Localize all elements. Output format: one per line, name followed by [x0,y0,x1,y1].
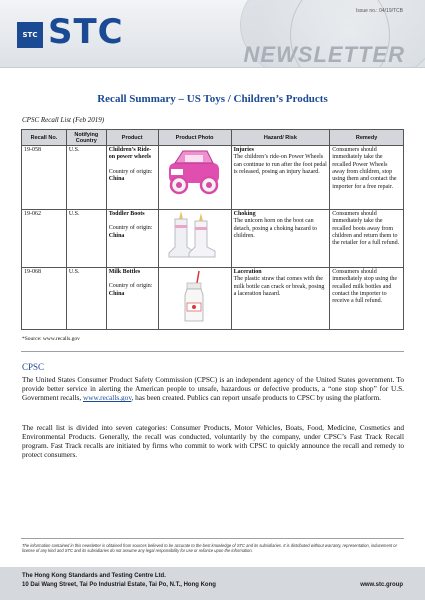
hazard-text: The unicorn horn on the boot can detach, posing a choking hazard to children. [233,218,317,239]
page-footer [0,567,425,600]
origin-value: China [108,175,125,182]
hazard-cell [231,146,330,210]
source-note: *Source: www.recalls.gov [22,336,80,342]
logo-mark: STC [22,31,38,39]
hazard-text: The children’s ride-on Power Wheels can continue to run after the foot pedal is released, posing an injury hazard. [233,154,327,175]
origin-value: China [108,290,125,297]
hazard-text: The plastic straw that comes with the milk bottle can crack or break, posing a laceration hazard. [233,276,325,297]
recalls-gov-link[interactable]: www.recalls.gov [83,393,132,403]
remedy-cell: Consumers should immediately take the recalled Power Wheels away from children, stop using them and contact the importer for a free repair. [330,146,404,210]
footer-website: www.stc.group [360,582,403,588]
recall-no-cell: 19-068 [22,268,67,330]
col-header-remedy: Remedy [330,130,404,146]
table-header-row [22,130,404,146]
col-header-recall-no: Recall No. [22,130,67,146]
cpsc-paragraph-2: The recall list is divided into seven categories: Consumer Products, Motor Vehicles, Boats, Food, Medicine, Cosmetics and Environmental Products. Generally, the recall was conducted, voluntarily by the company, under CPSC’s Fast Track Recall program. Fast Track recalls are initiated by firms who commit to work with CPSC to quickly announce the recall and remedy to protect consumers. [22,423,404,460]
logo-text: STC [48,12,124,52]
cpsc-paragraph-1 [22,375,404,402]
col-header-hazard: Hazard/ Risk [231,130,330,146]
milk-bottle-photo [161,269,229,325]
hazard-title: Laceration [233,269,262,275]
product-photo-cell [158,268,231,330]
table-row [22,268,404,330]
issue-number: Issue no.: 04/19/TCB [356,8,403,14]
hazard-title: Choking [233,211,256,217]
country-cell: U.S. [66,268,106,330]
newsletter-header [0,0,425,68]
table-row [22,146,404,210]
product-name: Milk Bottles [108,269,141,275]
recall-no-cell: 19-058 [22,146,67,210]
ride-on-car-photo [161,147,229,199]
newsletter-label: NEWSLETTER [243,42,405,67]
origin-label: Country of origin: [108,283,153,290]
product-name: Toddler Boots [108,211,145,217]
remedy-cell: Consumers should immediately take the recalled boots away from children and return them to the retailer for a full refund. [330,210,404,268]
product-cell [106,146,158,210]
product-photo-cell [158,210,231,268]
remedy-cell: Consumers should immediately stop using the recalled milk bottles and contact the importer to receive a full refund. [330,268,404,330]
table-row [22,210,404,268]
cpsc-p1-text-end: , has been created. Publics can report unsafe products to CPSC by using the platform. [131,393,381,403]
recall-no-cell: 19-062 [22,210,67,268]
recall-table [21,129,404,330]
footer-company: The Hong Kong Standards and Testing Centre Ltd. [22,573,166,579]
divider [21,538,404,539]
divider [21,351,404,352]
col-header-product: Product [106,130,158,146]
hazard-cell [231,210,330,268]
recall-list-subtitle: CPSC Recall List (Feb 2019) [22,116,105,124]
footer-address: 10 Dai Wang Street, Tai Po Industrial Estate, Tai Po, N.T., Hong Kong [22,582,216,588]
cpsc-p1-text: The United States Consumer Product Safety Commission (CPSC) is an independent agency of the United States government. To provide better service in alerting the American people to unsafe, hazardous or defective products, a “one stop shop” for U.S. Government recalls, [22,375,404,403]
col-header-country: Notifying Country [66,130,106,146]
hazard-title: Injuries [233,147,254,153]
origin-label: Country of origin: [108,168,153,175]
origin-label: Country of origin: [108,225,153,232]
col-header-photo: Product Photo [158,130,231,146]
cpsc-heading: CPSC [22,362,45,372]
origin-value: China [108,232,125,239]
hazard-cell [231,268,330,330]
disclaimer: The information contained in this newsletter is obtained from sources believed to be accurate to the best knowledge of STC and its subsidiaries. It is distributed without warranty, representation, inducement or license of any kind and STC and its subsidiaries do not assume any legal responsibility for use or reliance upon the information. [22,543,397,554]
product-name: Children’s Ride-on power wheels [108,147,152,161]
page-title: Recall Summary – US Toys / Children’s Products [97,93,328,105]
product-cell [106,210,158,268]
product-photo-cell [158,146,231,210]
country-cell: U.S. [66,146,106,210]
stc-logo-icon [17,22,43,48]
unicorn-boots-photo [161,211,229,261]
country-cell: U.S. [66,210,106,268]
product-cell [106,268,158,330]
